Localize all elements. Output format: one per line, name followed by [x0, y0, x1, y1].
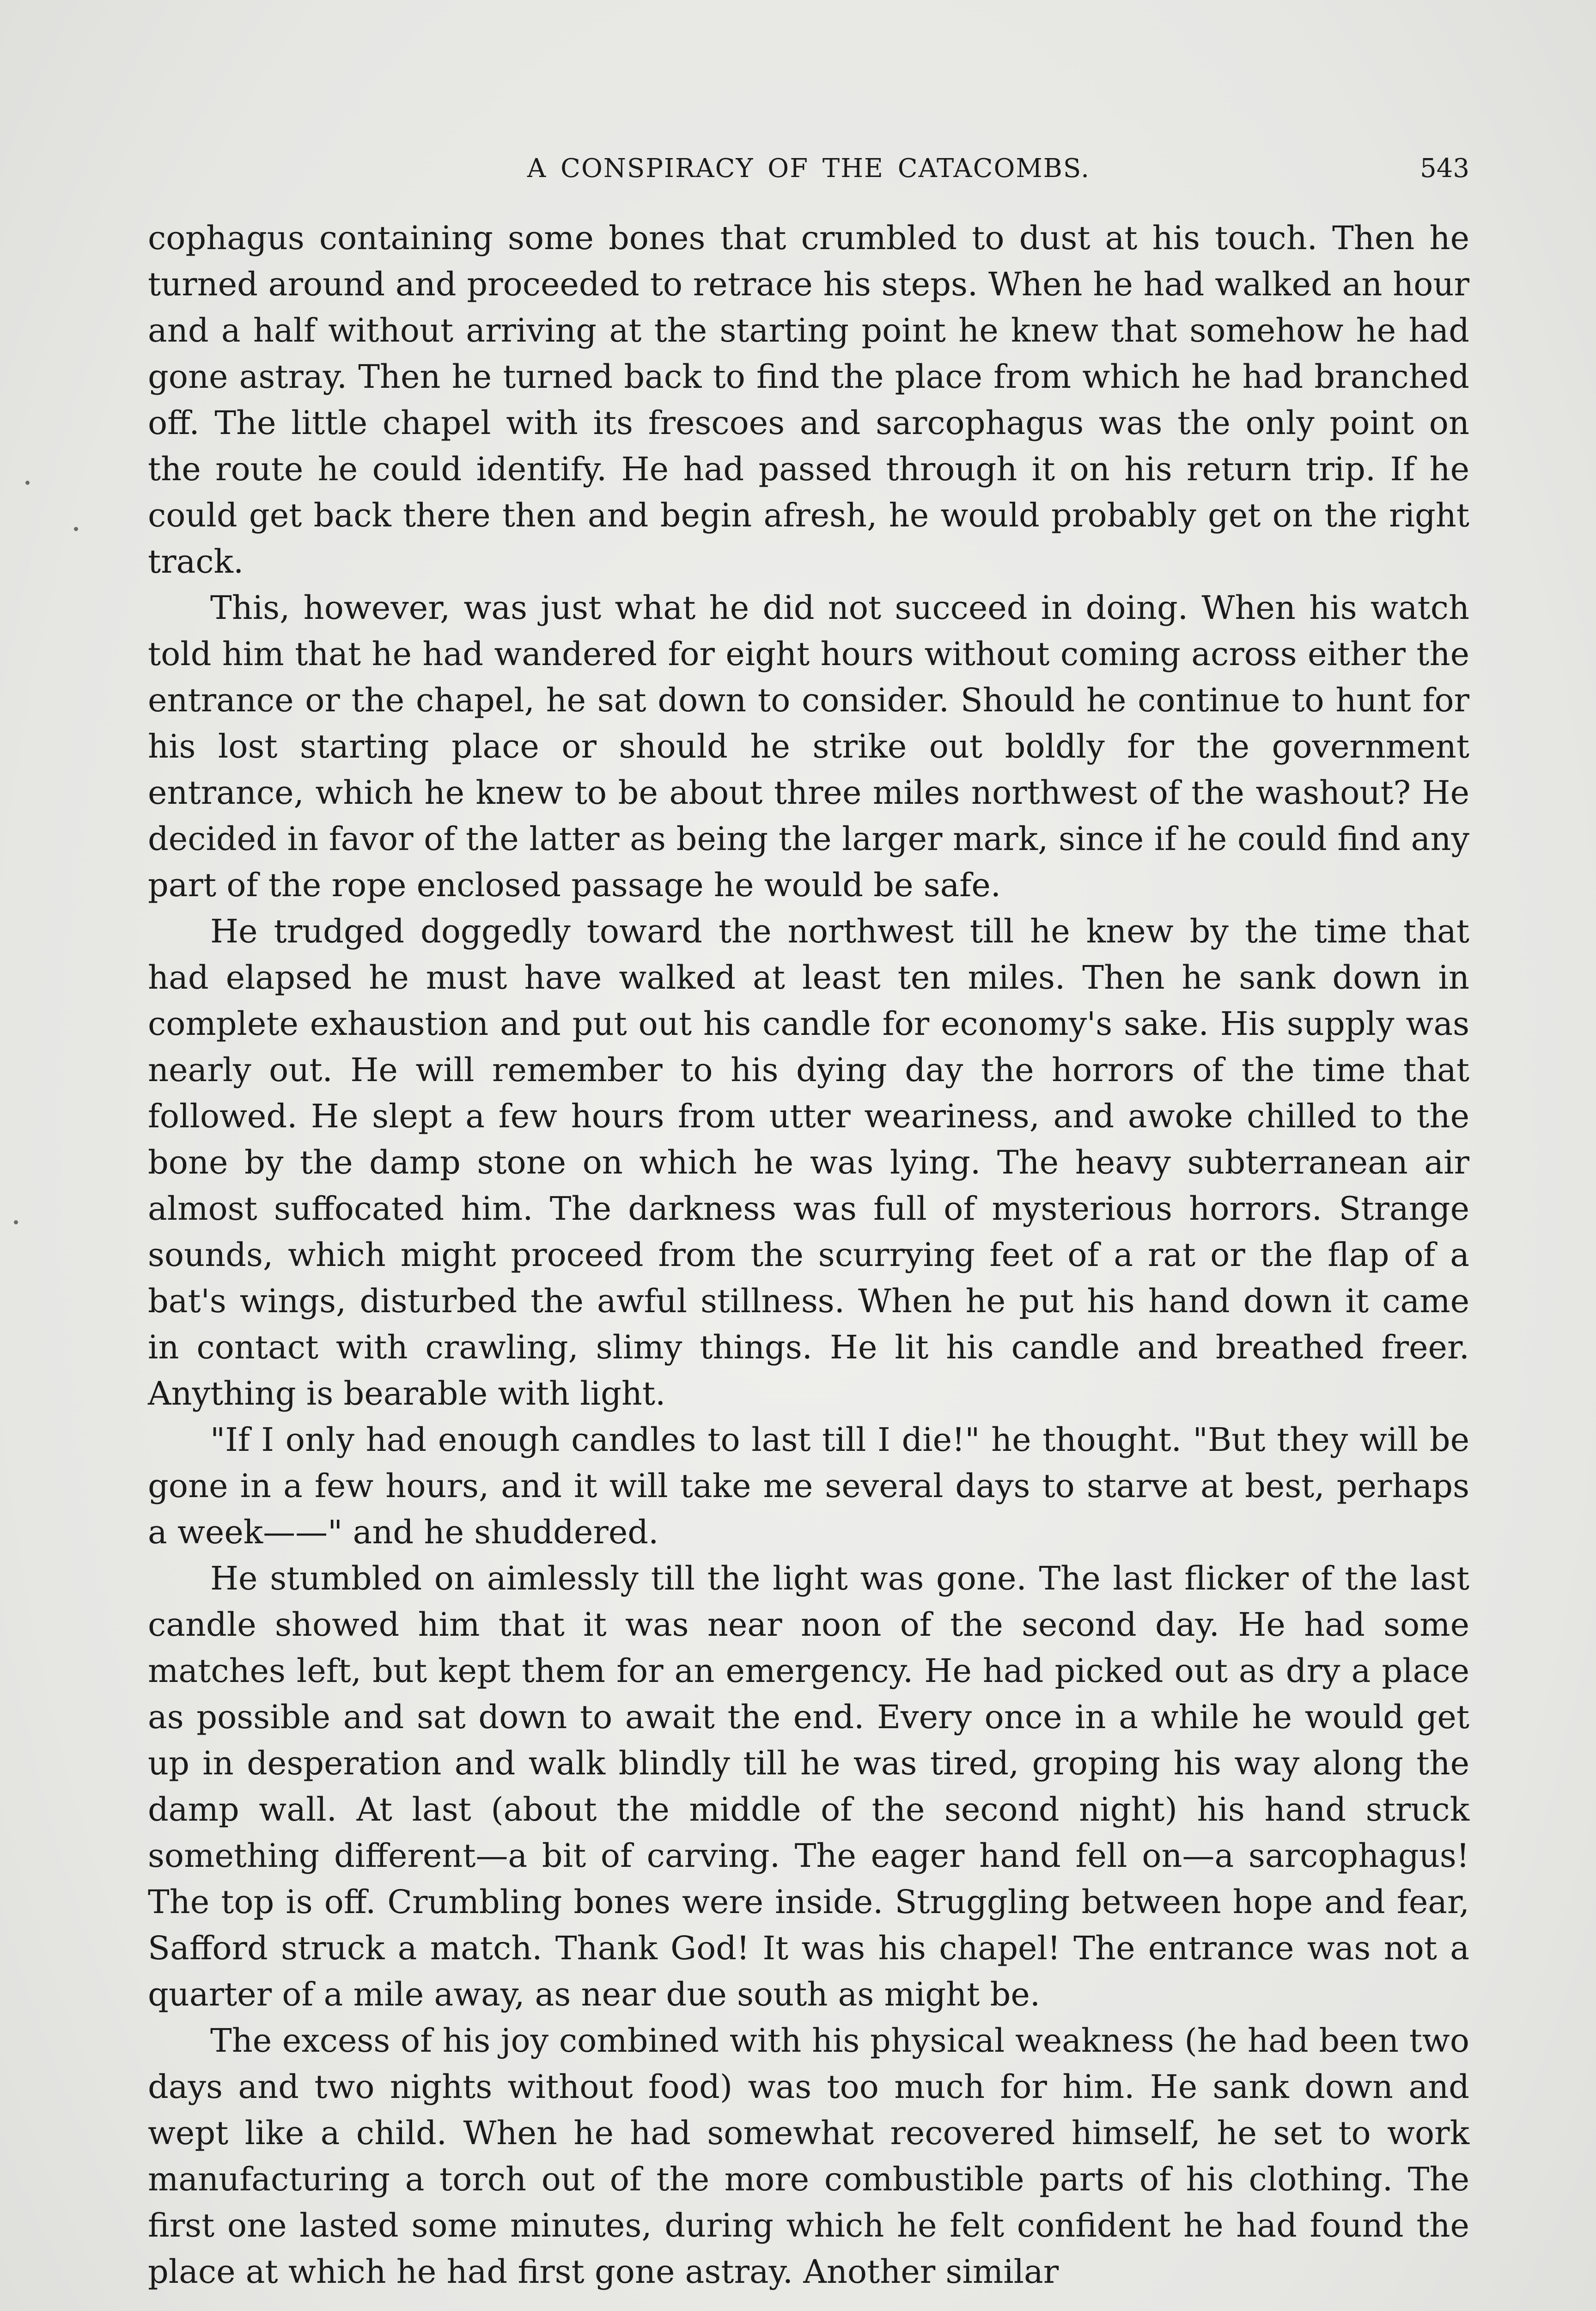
paper-speck [25, 481, 30, 485]
running-title: A CONSPIRACY OF THE CATACOMBS. [527, 153, 1090, 183]
body-text [148, 215, 1469, 2295]
paper-speck [14, 1220, 18, 1224]
paragraph-1: cophagus containing some bones that crumbled to dust at his touch. Then he turned around and proceeded to retrace his steps. When he had walked an hour and a half without arriving at the starting point he knew that somehow he had gone astray. Then he turned back to find the place from which he had branched off. The little chapel with its frescoes and sarcophagus was the only point on the route he could identify. He had passed through it on his return trip. If he could get back there then and begin afresh, he would probably get on the right track. [148, 219, 1469, 581]
page-header [148, 143, 1469, 194]
paragraph-2: This, however, was just what he did not succeed in doing. When his watch told him that he had wandered for eight hours without coming across either the entrance or the chapel, he sat down to consider. Should he continue to hunt for his lost starting place or should he strike out boldly for the government entrance, which he knew to be about three miles northwest of the washout? He decided in favor of the latter as being the larger mark, since if he could find any part of the rope enclosed passage he would be safe. [148, 589, 1469, 904]
paragraph-3: He trudged doggedly toward the northwest till he knew by the time that had elapsed he must have walked at least ten miles. Then he sank down in complete exhaustion and put out his candle for economy's sake. His supply was nearly out. He will remember to his dying day the horrors of the time that followed. He slept a few hours from utter weariness, and awoke chilled to the bone by the damp stone on which he was lying. The heavy subterranean air almost suffocated him. The darkness was full of mysterious horrors. Strange sounds, which might proceed from the scurrying feet of a rat or the flap of a bat's wings, disturbed the awful stillness. When he put his hand down it came in contact with crawling, slimy things. He lit his candle and breathed freer. Anything is bearable with light. [148, 912, 1469, 1412]
paper-speck [74, 527, 78, 531]
paragraph-6: The excess of his joy combined with his physical weakness (he had been two days and two nights without food) was too much for him. He sank down and wept like a child. When he had somewhat recovered himself, he set to work manufacturing a torch out of the more combustible parts of his clothing. The first one lasted some minutes, during which he felt confident he had found the place at which he had first gone astray. Another similar [148, 2022, 1469, 2291]
paragraph-5: He stumbled on aimlessly till the light was gone. The last flicker of the last candle showed him that it was near noon of the second day. He had some matches left, but kept them for an emergency. He had picked out as dry a place as possible and sat down to await the end. Every once in a while he would get up in desperation and walk blindly till he was tired, groping his way along the damp wall. At last (about the middle of the second night) his hand struck something different—a bit of carving. The eager hand fell on—a sarcophagus! The top is off. Crumbling bones were inside. Struggling between hope and fear, Safford struck a match. Thank God! It was his chapel! The entrance was not a quarter of a mile away, as near due south as might be. [148, 1559, 1469, 2013]
paragraph-4: "If I only had enough candles to last till I die!" he thought. "But they will be gone in a few hours, and it will take me several days to starve at best, perhaps a week——" and he shuddered. [148, 1421, 1469, 1551]
page-number: 543 [1420, 153, 1469, 183]
